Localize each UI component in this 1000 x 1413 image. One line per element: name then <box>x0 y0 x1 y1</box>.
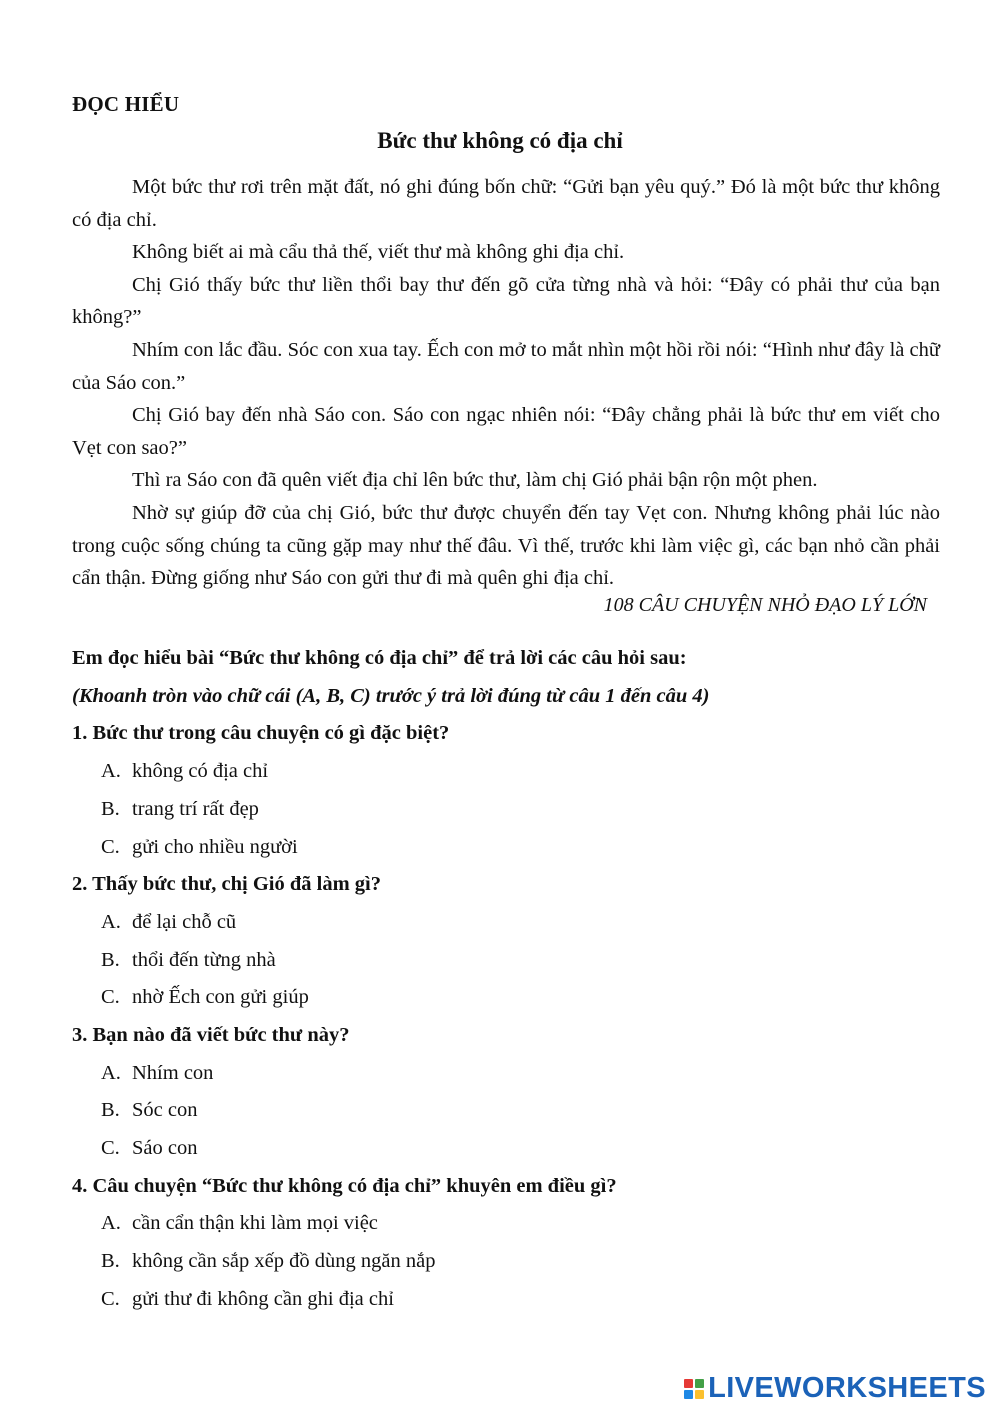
question-1: 1. Bức thư trong câu chuyện có gì đặc biệt? <box>72 722 450 744</box>
q1-option-b[interactable] <box>101 798 259 821</box>
logo-square <box>695 1390 704 1399</box>
option-text: nhờ Ếch con gửi giúp <box>132 986 309 1008</box>
story-source: 108 CÂU CHUYỆN NHỎ ĐẠO LÝ LỚN <box>603 594 927 616</box>
logo-square <box>695 1379 704 1388</box>
question-2: 2. Thấy bức thư, chị Gió đã làm gì? <box>72 873 381 895</box>
option-letter[interactable]: A. <box>101 1212 121 1234</box>
logo-square <box>684 1390 693 1399</box>
q2-option-b[interactable] <box>101 949 276 972</box>
option-letter[interactable]: C. <box>101 836 120 858</box>
story-paragraph: Không biết ai mà cẩu thả thế, viết thư mà không ghi địa chỉ. <box>132 241 625 264</box>
option-text: cần cẩn thận khi làm mọi việc <box>132 1212 378 1234</box>
option-text: Sóc con <box>132 1099 198 1121</box>
option-letter[interactable]: A. <box>101 911 121 933</box>
question-3: 3. Bạn nào đã viết bức thư này? <box>72 1024 350 1046</box>
option-text: thổi đến từng nhà <box>132 949 276 971</box>
q2-option-a[interactable] <box>101 911 236 934</box>
option-text: Sáo con <box>132 1137 198 1159</box>
option-text: trang trí rất đẹp <box>132 798 259 820</box>
q4-option-c[interactable] <box>101 1288 394 1311</box>
option-text: Nhím con <box>132 1062 214 1084</box>
option-letter[interactable]: A. <box>101 760 121 782</box>
option-text: gửi thư đi không cần ghi địa chỉ <box>132 1288 394 1310</box>
liveworksheets-logo <box>684 1372 986 1405</box>
option-letter[interactable]: B. <box>101 1099 120 1121</box>
option-letter[interactable]: C. <box>101 1288 120 1310</box>
story-paragraph: Thì ra Sáo con đã quên viết địa chỉ lên bức thư, làm chị Gió phải bận rộn một phen. <box>132 469 818 492</box>
option-letter[interactable]: B. <box>101 798 120 820</box>
q4-option-b[interactable] <box>101 1250 435 1273</box>
q2-option-c[interactable] <box>101 986 309 1009</box>
q3-option-c[interactable] <box>101 1137 197 1160</box>
q3-option-a[interactable] <box>101 1062 213 1085</box>
option-text: để lại chỗ cũ <box>132 911 237 933</box>
option-letter[interactable]: B. <box>101 1250 120 1272</box>
story-title: Bức thư không có địa chỉ <box>377 128 623 153</box>
option-letter[interactable]: C. <box>101 1137 120 1159</box>
instructions-heading: Em đọc hiểu bài “Bức thư không có địa chỉ” để trả lời các câu hỏi sau: <box>72 647 687 669</box>
q4-option-a[interactable] <box>101 1212 378 1235</box>
section-label: ĐỌC HIỂU <box>72 92 180 116</box>
q1-option-a[interactable] <box>101 760 268 783</box>
option-letter[interactable]: B. <box>101 949 120 971</box>
story-paragraph: Một bức thư rơi trên mặt đất, nó ghi đúng bốn chữ: “Gửi bạn yêu quý.” Đó là một bức thư không có địa chỉ. <box>72 176 940 231</box>
option-letter[interactable]: C. <box>101 986 120 1008</box>
story-paragraph: Chị Gió thấy bức thư liền thổi bay thư đến gõ cửa từng nhà và hỏi: “Đây có phải thư của bạn không?” <box>72 273 940 329</box>
story-paragraph: Nhím con lắc đầu. Sóc con xua tay. Ếch con mở to mắt nhìn một hồi rồi nói: “Hình như đây là chữ của Sáo con.” <box>72 338 940 394</box>
liveworksheets-icon <box>684 1379 704 1399</box>
q1-option-c[interactable] <box>101 836 298 859</box>
logo-square <box>684 1379 693 1388</box>
q3-option-b[interactable] <box>101 1099 197 1122</box>
question-4: 4. Câu chuyện “Bức thư không có địa chỉ” khuyên em điều gì? <box>72 1175 617 1197</box>
logo-text: LIVEWORKSHEETS <box>708 1372 986 1404</box>
story-paragraph: Nhờ sự giúp đỡ của chị Gió, bức thư được chuyển đến tay Vẹt con. Nhưng không phải lúc nào trong cuộc sống chúng ta cũng gặp may như thế đâu. Vì thế, trước khi làm việc gì, các bạn nhỏ cần phải cẩn thận. Đừng giống như Sáo con gửi thư đi mà quên ghi địa chỉ. <box>72 501 940 590</box>
story-paragraph: Chị Gió bay đến nhà Sáo con. Sáo con ngạc nhiên nói: “Đây chẳng phải là bức thư em viết cho Vẹt con sao?” <box>72 404 940 459</box>
story-body <box>72 171 940 595</box>
option-text: không có địa chỉ <box>132 760 269 782</box>
option-letter[interactable]: A. <box>101 1062 121 1084</box>
option-text: không cần sắp xếp đồ dùng ngăn nắp <box>132 1250 436 1272</box>
option-text: gửi cho nhiều người <box>132 836 298 858</box>
instructions-note: (Khoanh tròn vào chữ cái (A, B, C) trước ý trả lời đúng từ câu 1 đến câu 4) <box>72 685 710 707</box>
